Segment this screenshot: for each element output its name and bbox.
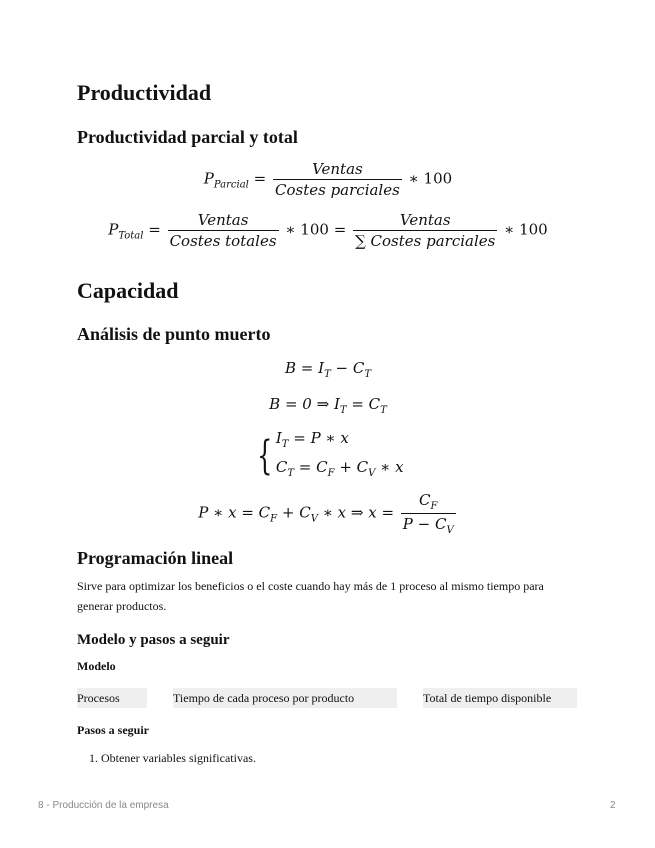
- system-line-ingresos: $I_T = P$ ∗ x: [275, 429, 349, 450]
- heading-programacion-lineal: Programación lineal: [77, 548, 234, 568]
- list-item: 1. Obtener variables significativas.: [101, 748, 256, 768]
- formula-punto-muerto: P ∗ $x = C_F + C_V$ ∗ x ⇒ x = $\frac{C_F}{P - C_V}$: [198, 491, 454, 536]
- table-cell-procesos: Procesos: [77, 688, 147, 708]
- footer-page-number: 2: [610, 800, 616, 811]
- heading-capacidad: Capacidad: [77, 278, 179, 303]
- heading-modelo-pasos: Modelo y pasos a seguir: [77, 632, 230, 648]
- heading-productividad: Productividad: [77, 80, 212, 105]
- heading-analisis-punto-muerto: Análisis de punto muerto: [77, 324, 271, 344]
- formula-system: [77, 427, 579, 485]
- formula-beneficio: $B = I_T - C_T$: [285, 359, 371, 380]
- heading-productividad-parcial-total: Productividad parcial y total: [77, 127, 298, 147]
- brace-symbol: {: [257, 433, 273, 479]
- heading-modelo: Modelo: [77, 659, 116, 673]
- footer-chapter-title: 8 - Producción de la empresa: [38, 800, 169, 811]
- system-line-costes: $C_T = C_F + C_V$ ∗ x: [275, 458, 404, 479]
- programacion-description: Sirve para optimizar los beneficios o el coste cuando hay más de 1 proceso al mismo tiempo para generar productos.: [77, 579, 544, 613]
- formula-beneficio-cero: B = 0 ⇒ $I_T = C_T$: [269, 395, 387, 416]
- table-cell-tiempo-proceso: Tiempo de cada proceso por producto: [173, 688, 397, 708]
- modelo-table-row: [77, 688, 579, 708]
- formula-productividad-total: $P_{Total}$ = $\frac{\text{Ventas}}{\text{Costes totales}}$ ∗ 100 = $\frac{\text{Ventas}}{\text{∑ Costes parciales}}$ ∗ 100: [108, 211, 548, 250]
- formula-productividad-parcial: $P_{Parcial}$ = $\frac{\text{Ventas}}{\text{Costes parciales}}$ ∗ 100: [203, 160, 453, 199]
- steps-list: [77, 748, 256, 768]
- table-cell-tiempo-disponible: Total de tiempo disponible: [423, 688, 577, 708]
- heading-pasos-a-seguir: Pasos a seguir: [77, 723, 149, 737]
